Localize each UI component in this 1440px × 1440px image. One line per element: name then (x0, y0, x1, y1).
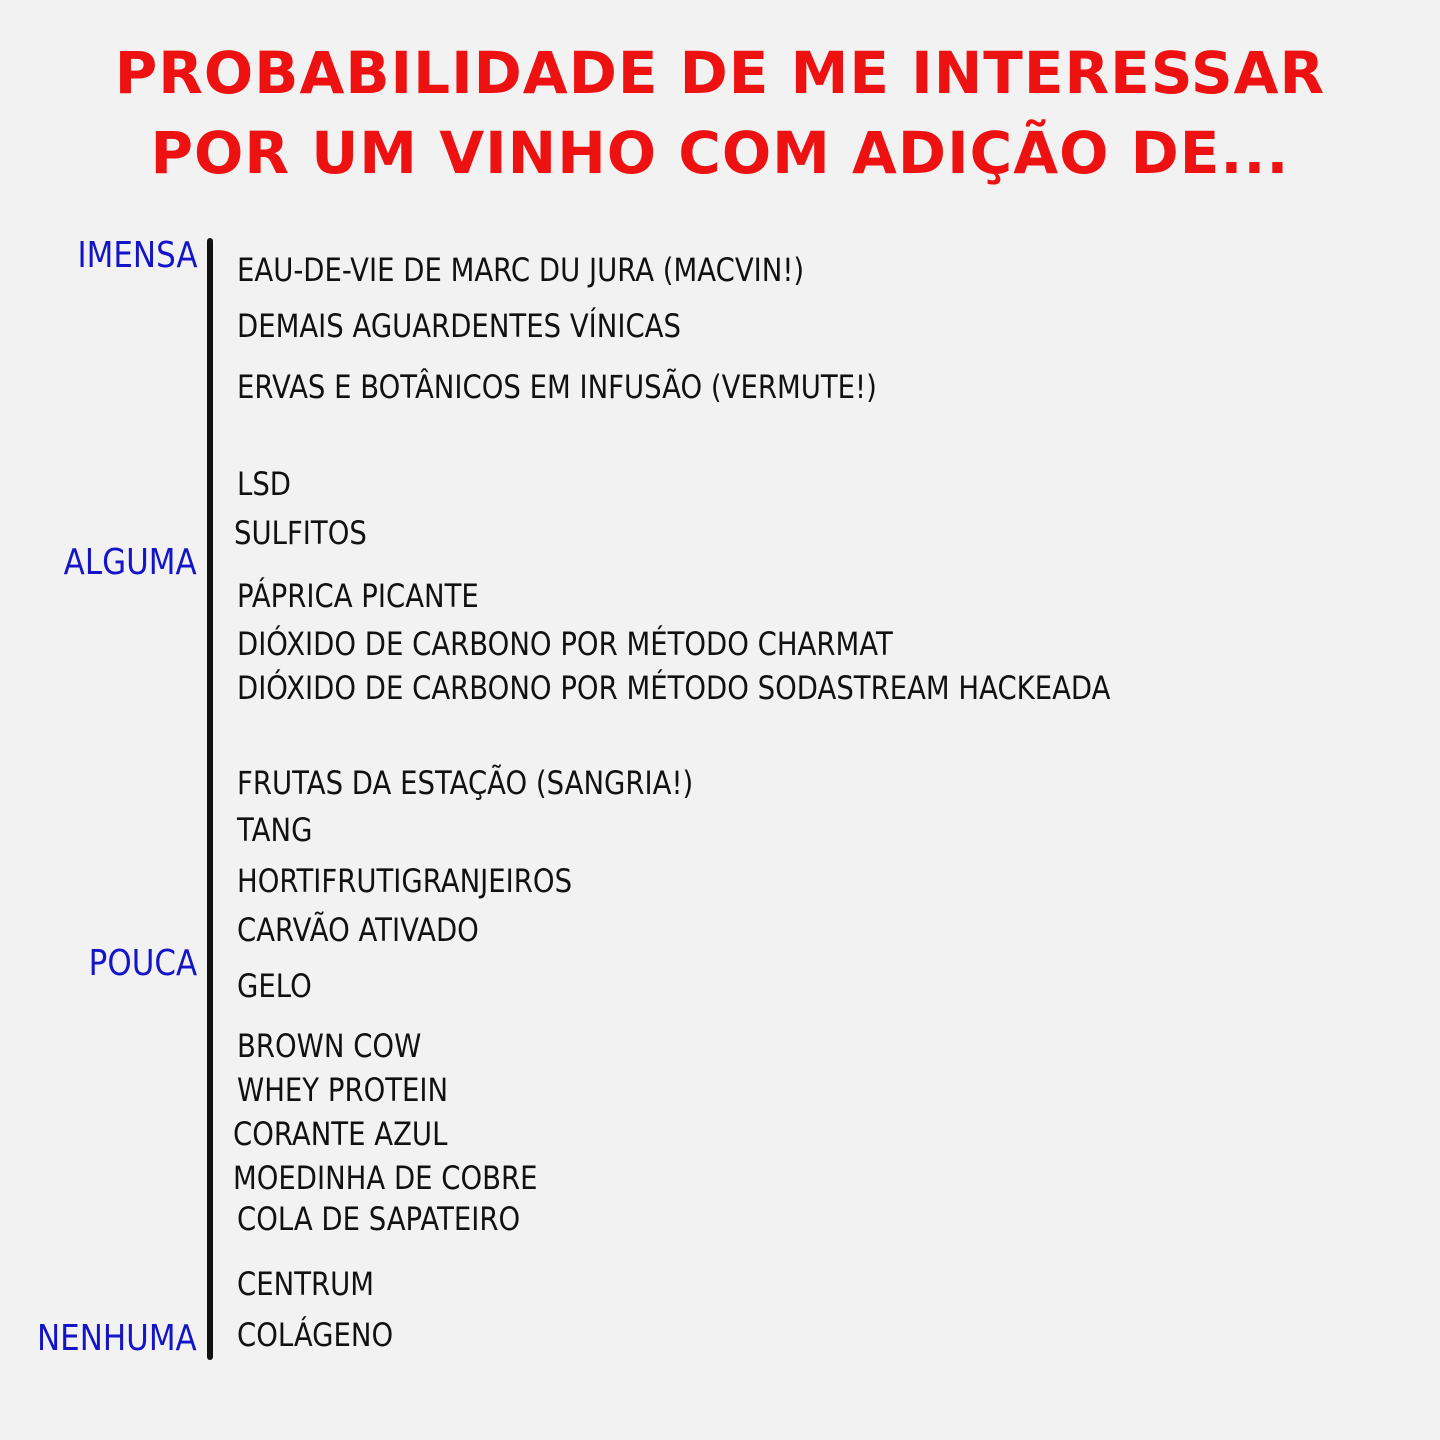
list-item: BROWN COW (237, 1027, 422, 1065)
list-item: SULFITOS (234, 514, 367, 552)
list-item: DEMAIS AGUARDENTES VÍNICAS (237, 307, 681, 345)
list-item: GELO (237, 967, 312, 1005)
list-item: LSD (237, 465, 291, 503)
list-item: DIÓXIDO DE CARBONO POR MÉTODO SODASTREAM HACKEADA (237, 669, 1111, 707)
scale-label-imensa: IMENSA (77, 235, 197, 276)
list-item: CORANTE AZUL (233, 1115, 448, 1153)
list-item: WHEY PROTEIN (237, 1071, 449, 1109)
list-item: COLÁGENO (237, 1316, 394, 1354)
scale-label-alguma: ALGUMA (64, 542, 197, 583)
list-item: COLA DE SAPATEIRO (237, 1200, 521, 1238)
list-item: MOEDINHA DE COBRE (233, 1159, 538, 1197)
title-line-2: POR UM VINHO COM ADIÇÃO DE... (150, 119, 1290, 187)
list-item: HORTIFRUTIGRANJEIROS (237, 862, 573, 900)
list-item: FRUTAS DA ESTAÇÃO (SANGRIA!) (237, 764, 694, 802)
probability-axis-line (207, 238, 213, 1360)
list-item: CARVÃO ATIVADO (237, 911, 479, 949)
list-item: PÁPRICA PICANTE (237, 577, 479, 615)
scale-label-pouca: POUCA (88, 943, 197, 984)
list-item: TANG (237, 811, 313, 849)
scale-label-nenhuma: NENHUMA (37, 1318, 197, 1359)
list-item: CENTRUM (237, 1265, 375, 1303)
list-item: EAU-DE-VIE DE MARC DU JURA (MACVIN!) (237, 251, 805, 289)
list-item: DIÓXIDO DE CARBONO POR MÉTODO CHARMAT (237, 625, 893, 663)
title-line-1: PROBABILIDADE DE ME INTERESSAR (114, 39, 1326, 107)
list-item: ERVAS E BOTÂNICOS EM INFUSÃO (VERMUTE!) (237, 368, 877, 406)
